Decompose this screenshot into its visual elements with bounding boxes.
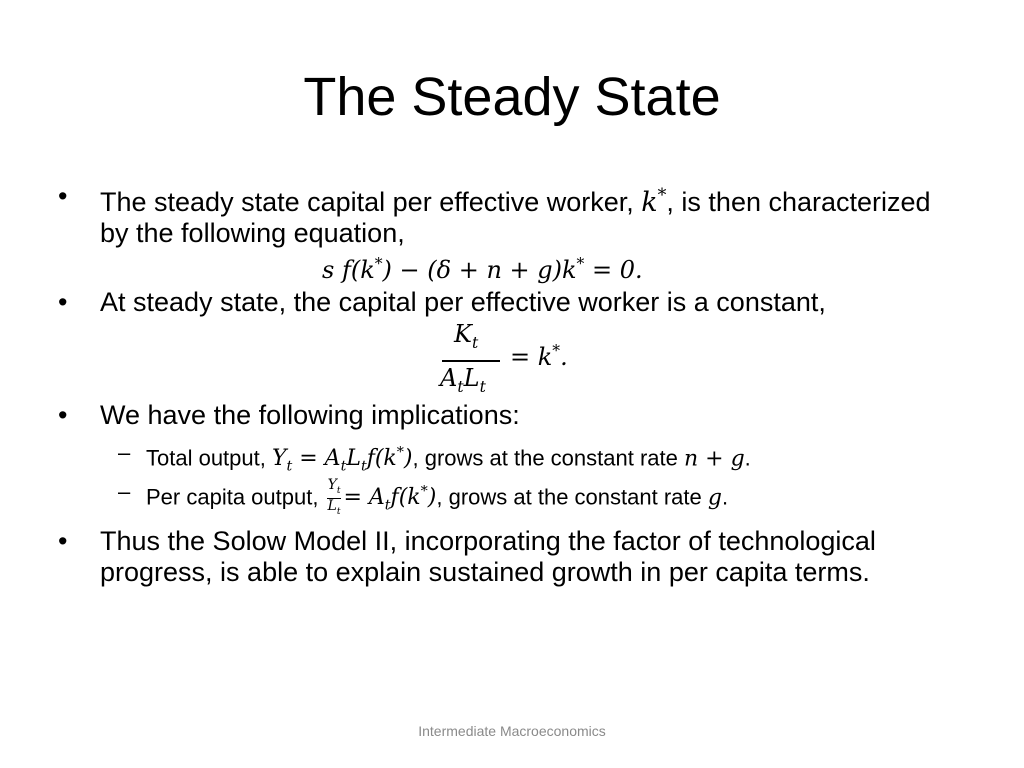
fraction-denominator: $A_tL_t$: [440, 364, 486, 396]
bullet-text: We have the following implications:: [100, 400, 520, 430]
fraction-rhs: = k*.: [510, 342, 568, 371]
slide-footer: Intermediate Macroeconomics: [418, 723, 606, 739]
bullet-marker: •: [58, 526, 68, 556]
bullet-implications: [58, 400, 958, 431]
bullet-marker: •: [58, 181, 68, 211]
bullet-text: The steady state capital per effective worker, k*, is then characterized by the following equation,: [100, 186, 931, 248]
steady-state-equation: s f(k*) − (δ + n + g)k* = 0.: [322, 255, 643, 284]
math-total-output: $Y_t = A_tL_tf(k^*)$: [271, 445, 413, 475]
bullet-marker: •: [58, 287, 68, 317]
bullet-text: At steady state, the capital per effective worker is a constant,: [100, 287, 826, 317]
sub-bullet-text: Total output, $Y_t = A_tL_tf(k^*)$, grows at the constant rate n + g.: [146, 445, 751, 475]
bullet-marker: •: [58, 400, 68, 430]
math-per-capita-fraction: $\frac{Y_t}{L_t}$: [327, 477, 341, 517]
fraction-bar: [442, 360, 500, 362]
sub-bullet-total-output: [118, 439, 978, 481]
fraction-numerator: $K_t$: [454, 320, 479, 352]
math-rate-g: g: [707, 485, 722, 511]
math-k-star: k*: [641, 186, 667, 218]
sub-bullet-marker: –: [118, 440, 131, 465]
sub-bullet-per-capita-output: [118, 478, 978, 520]
bullet-text: Thus the Solow Model II, incorporating the factor of technological progress, is able to explain sustained growth in per capita terms.: [100, 526, 876, 587]
sub-bullet-text: Per capita output, $\frac{Y_t}{L_t}$ = $A_tf(k^*)$, grows at the constant rate g.: [146, 477, 729, 517]
sub-bullet-marker: –: [118, 479, 131, 504]
math-rate-n-plus-g: n + g: [683, 446, 745, 472]
bullet-conclusion: [58, 526, 958, 588]
math-per-capita-rhs: = $A_tf(k^*)$: [343, 484, 437, 514]
bullet-steady-state-definition: [58, 181, 958, 249]
slide-title: The Steady State: [303, 67, 721, 127]
bullet-constant-capital: [58, 287, 958, 318]
